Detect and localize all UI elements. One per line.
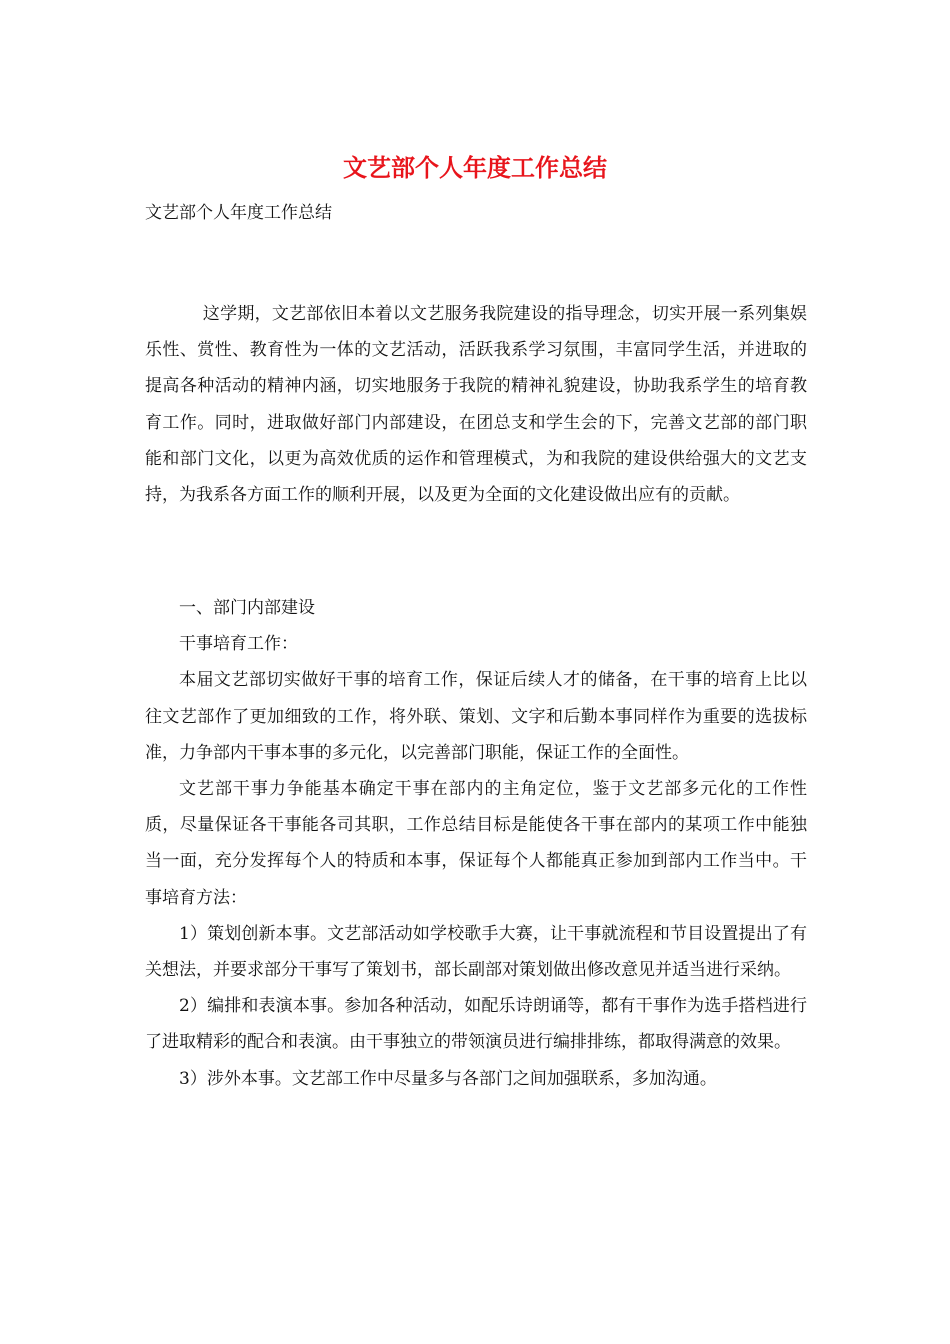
sub-heading: 干事培育工作： <box>179 634 298 655</box>
body-paragraph: 2）编排和表演本事。参加各种活动，如配乐诗朗诵等，都有干事作为选手搭档进行了进取精彩的配合和表演。由干事独立的带领演员进行编排排练，都取得满意的效果。 <box>145 996 807 1053</box>
intro-paragraph: 这学期，文艺部依旧本着以文艺服务我院建设的指导理念，切实开展一系列集娱乐性、赏性、教育性为一体的文艺活动，活跃我系学习氛围，丰富同学生活，并进取的提高各种活动的精神内涵，切实地服务于我院的精神礼貌建设，协助我系学生的培育教育工作。同时，进取做好部门内部建设，在团总支和学生会的下，完善文艺部的部门职能和部门文化，以更为高效优质的运作和管理模式，为和我院的建设供给强大的文艺支持，为我系各方面工作的顺利开展，以及更为全面的文化建设做出应有的贡献。 <box>145 304 807 506</box>
intro-section <box>145 296 807 513</box>
section-heading: 一、部门内部建设 <box>179 598 315 618</box>
body-paragraph: 本届文艺部切实做好干事的培育工作，保证后续人才的储备，在干事的培育上比以往文艺部作了更加细致的工作，将外联、策划、文字和后勤本事同样作为重要的选拔标准，力争部内干事本事的多元化，以完善部门职能，保证工作的全面性。 <box>145 670 807 763</box>
document-subtitle: 文艺部个人年度工作总结 <box>145 203 332 223</box>
document-title: 文艺部个人年度工作总结 <box>343 153 607 182</box>
body-paragraph: 1）策划创新本事。文艺部活动如学校歌手大赛，让干事就流程和节目设置提出了有关想法，并要求部分干事写了策划书，部长副部对策划做出修改意见并适当进行采纳。 <box>145 923 807 981</box>
body-paragraph: 3）涉外本事。文艺部工作中尽量多与各部门之间加强联系，多加沟通。 <box>179 1068 717 1089</box>
section-internal-building <box>145 590 807 1097</box>
body-paragraph: 文艺部干事力争能基本确定干事在部内的主角定位，鉴于文艺部多元化的工作性质，尽量保证各干事能各司其职，工作总结目标是能使各干事在部内的某项工作中能独当一面，充分发挥每个人的特质和本事，保证每个人都能真正参加到部内工作当中。干事培育方法： <box>145 779 807 908</box>
